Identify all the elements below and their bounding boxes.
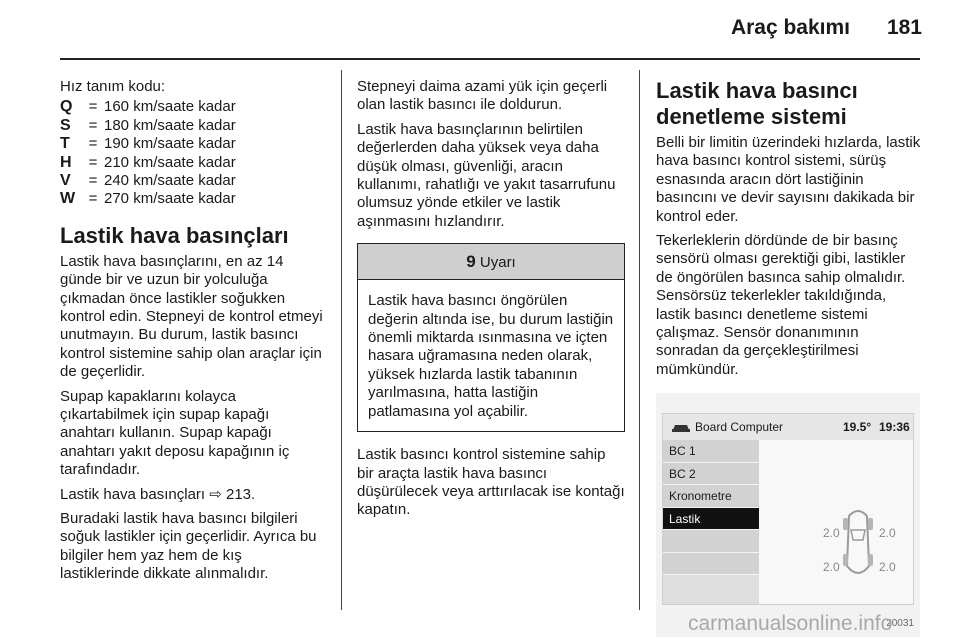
speed-value: 270 km/saate kadar [104,190,236,208]
speed-code-row [60,117,325,135]
warning-title: Uyarı [479,254,516,272]
page-header [0,0,960,60]
column-left [60,78,325,590]
speed-equals: = [88,153,98,171]
speed-equals: = [88,171,98,189]
section-heading-tpms: Lastik hava basıncı denetleme sistemi [656,78,858,129]
column-divider-2 [639,70,640,610]
tyre-front-left-value: 2.0 [823,526,840,541]
menu-item-bc1: BC 1 [663,440,759,463]
header-divider [60,58,920,60]
speed-value: 240 km/saate kadar [104,171,236,189]
column-divider-1 [341,70,342,610]
menu-item-empty [663,553,759,576]
speed-equals: = [88,98,98,116]
menu-item-lastik: Lastik [663,508,759,531]
speed-code-row [60,135,325,153]
paragraph: Lastik basıncı kontrol sistemine sahip bir araçta lastik hava basıncı düşürülecek veya arttırılacak ise kontağı kapatın. [357,446,625,519]
figure-code: 20031 [886,617,914,629]
warning-header [358,244,624,280]
warning-text: Lastik hava basıncı öngörülen değerin altında ise, bu durum lastiğin önemli miktarda ısınmasına ve içten hasara uğramasına neden olarak, yüksek hızlarda lastik tabanının yarılmasına, hatta lastiğin patlamasına yol açabilir. [368,292,614,420]
display-menu [663,440,759,575]
speed-equals: = [88,135,98,153]
column-right [656,78,924,637]
speed-code: V [60,171,71,189]
speed-equals: = [88,116,98,134]
tyre-rear-right-value: 2.0 [879,560,896,575]
speed-code-row [60,172,325,190]
display-title-bar [663,414,913,440]
car-outline-icon [841,506,875,582]
page-reference: Lastik hava basınçları ⇨ 213. [60,485,256,503]
paragraph: Supap kapaklarını kolayca çıkartabilmek için supap kapağı anahtarı kullanın. Supap kapağı anahtarı yakıt deposu kapağının iç tarafındadır. [60,387,290,479]
speed-code-list [60,98,325,208]
column-middle [357,78,625,526]
speed-code-row [60,98,325,116]
paragraph: Lastik hava basınçlarının belirtilen değerlerden daha yüksek veya daha düşük olması, güvenliği, aracın kullanımı, rahatlığı ve yakıt tasarrufunu olumsuz yönde etkiler ve lastik aşınmasını hızlandırır. [357,120,616,230]
speed-intro: Hız tanım kodu: [60,78,166,95]
tyre-front-right-value: 2.0 [879,526,896,541]
section-heading-tyre-pressures: Lastik hava basınçları [60,222,289,248]
speed-code: S [60,116,71,134]
speed-code: W [60,190,76,208]
speed-value: 190 km/saate kadar [104,135,236,153]
warning-box [357,243,625,432]
paragraph: Buradaki lastik hava basıncı bilgileri soğuk lastikler için geçerlidir. Ayrıca bu bilgiler hem yaz hem de kış lastiklerinde dikkate alınmalıdır. [60,510,317,583]
speed-code: H [60,153,72,171]
board-computer-figure [656,393,920,637]
menu-item-bc2: BC 2 [663,463,759,486]
temperature-readout: 19.5° [843,420,872,435]
display-screen [662,413,914,605]
speed-value: 210 km/saate kadar [104,153,236,171]
speed-code-row [60,190,325,208]
speed-value: 160 km/saate kadar [104,98,236,116]
tyre-rear-left-value: 2.0 [823,560,840,575]
speed-value: 180 km/saate kadar [104,116,236,134]
paragraph: Stepneyi daima azami yük için geçerli olan lastik basıncı ile doldurun. [357,78,608,114]
car-icon [671,414,691,440]
speed-code: Q [60,98,73,116]
page-number: 181 [886,16,922,39]
menu-item-empty [663,530,759,553]
paragraph: Tekerleklerin dördünde de bir basınç sensörü olması gerektiği gibi, lastikler de öngörülen basınca sahip olmalıdır. Sensörsüz tekerlekler takıldığında, lastik basıncı denetleme sistemi çalışmaz. Sensör donanımının sonradan da gerçekleştirilmesi mümkündür. [656,232,906,378]
chapter-title: Araç bakımı [730,16,850,39]
paragraph: Belli bir limitin üzerindeki hızlarda, lastik hava basıncı kontrol sistemi, sürüş esnasında aracın dört lastiğinin basıncını ve devir sayısını dakikada bir kontrol eder. [656,134,921,225]
menu-item-kronometre: Kronometre [663,485,759,508]
paragraph: Lastik hava basınçlarını, en az 14 günde bir ve uzun bir yolculuğa çıkmadan önce lastikler soğukken kontrol edin. Stepneyi de kontrol etmeyi unutmayın. Bu durum, lastik basıncı kontrol sistemine sahip olan araçlar için de geçerlidir. [60,252,323,381]
time-readout: 19:36 [879,420,910,435]
speed-code: T [60,135,70,153]
speed-code-row [60,154,325,172]
watermark: carmanualsonline.info [688,612,893,635]
display-title: Board Computer [695,420,784,435]
warning-icon: 9 [466,252,476,272]
speed-equals: = [88,190,98,208]
tyre-pressure-panel [759,440,913,604]
